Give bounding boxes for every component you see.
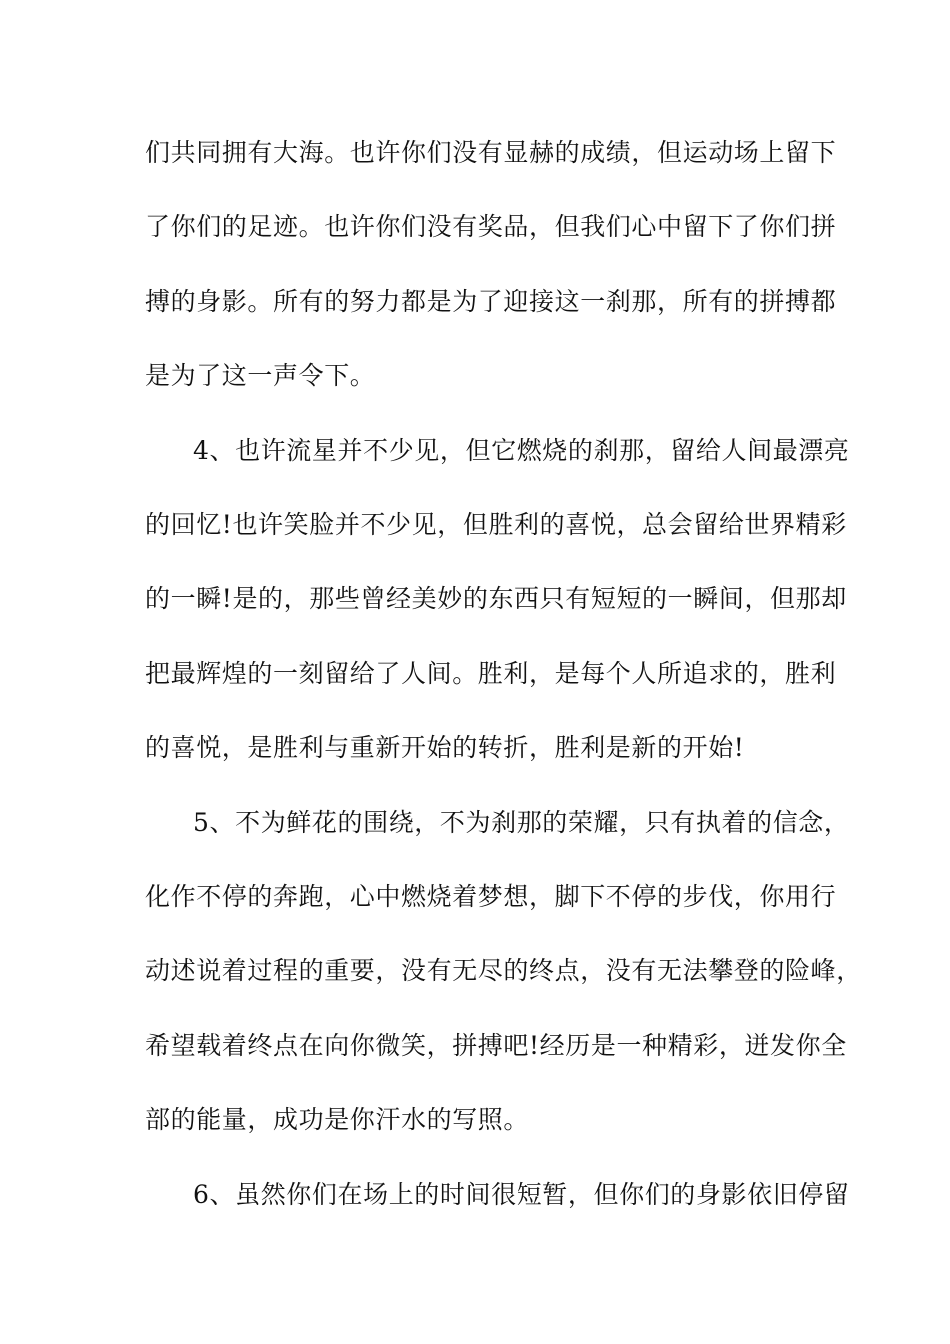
text-line: 是为了这一声令下。 — [145, 361, 376, 390]
text-line: 的一瞬!是的，那些曾经美妙的东西只有短短的一瞬间，但那却 — [145, 584, 847, 613]
text-line: 的回忆!也许笑脸并不少见，但胜利的喜悦，总会留给世界精彩 — [145, 510, 847, 539]
paragraph-6-start: 6、虽然你们在场上的时间很短暂，但你们的身影依旧停留 — [193, 1180, 850, 1209]
paragraph-4-start: 4、也许流星并不少见，但它燃烧的刹那，留给人间最漂亮 — [193, 436, 850, 465]
text-line: 希望载着终点在向你微笑，拼搏吧!经历是一种精彩，迸发你全 — [145, 1031, 847, 1060]
text-line: 化作不停的奔跑，心中燃烧着梦想，脚下不停的步伐，你用行 — [145, 882, 837, 911]
text-line: 的喜悦，是胜利与重新开始的转折，胜利是新的开始! — [145, 733, 745, 762]
text-line: 们共同拥有大海。也许你们没有显赫的成绩，但运动场上留下 — [145, 138, 837, 167]
text-line: 部的能量，成功是你汗水的写照。 — [145, 1105, 530, 1134]
text-line: 搏的身影。所有的努力都是为了迎接这一刹那，所有的拼搏都 — [145, 287, 837, 316]
text-line: 动述说着过程的重要，没有无尽的终点，没有无法攀登的险峰， — [145, 956, 862, 985]
paragraph-5-start: 5、不为鲜花的围绕，不为刹那的荣耀，只有执着的信念， — [193, 808, 850, 837]
text-line: 把最辉煌的一刻留给了人间。胜利，是每个人所追求的，胜利 — [145, 659, 837, 688]
text-line: 了你们的足迹。也许你们没有奖品，但我们心中留下了你们拼 — [145, 212, 837, 241]
